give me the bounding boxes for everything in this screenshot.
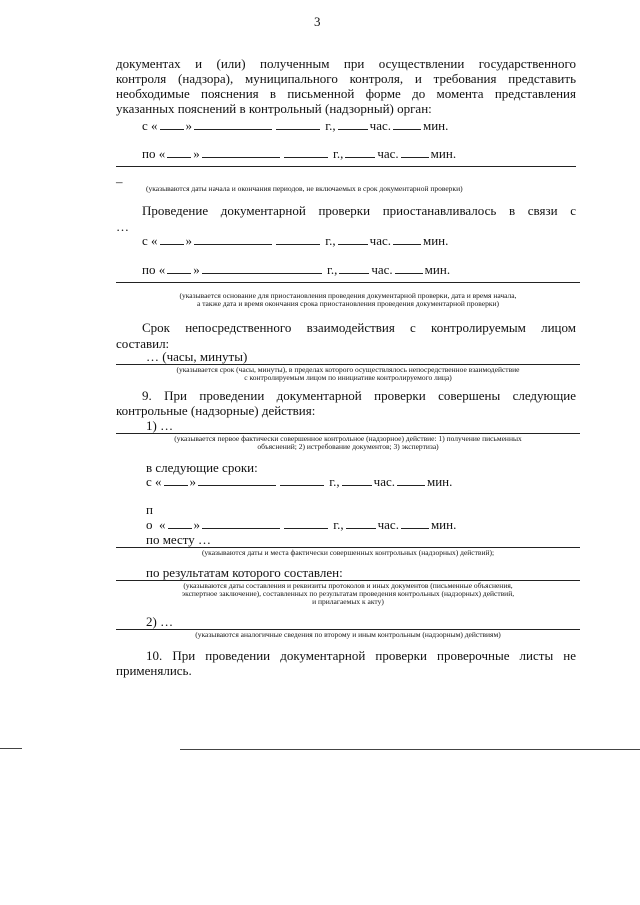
year-blank [276,233,320,245]
section9-item-2: 2) … [146,614,174,629]
day-blank [167,262,191,274]
note-suspension-1: (указывается основание для приостановления проведения документарной проверки, дата и время начала, [179,291,517,300]
hour-blank [338,118,368,130]
minute-blank [395,262,423,274]
minute-blank [397,474,425,486]
year-label: г., [325,118,336,133]
quote-open: « [159,517,166,532]
bottom-edge-mark-left [0,748,22,749]
from-label: с « [142,118,158,133]
day-blank [160,118,184,130]
to-label: по « [142,146,166,161]
year-label: г., [325,233,336,248]
section9-item-1: 1) … [146,418,174,433]
hour-blank [345,146,375,158]
year-blank [276,118,320,130]
intro-line-2: контроля (надзора), муниципального контроля, и требования представить [116,71,576,86]
section9-line-1: 9. При проведении документарной проверки совершены следующие [142,388,576,403]
note-interaction-2: с контролируемым лицом по инициативе контролируемого лица) [244,373,452,382]
day-blank [160,233,184,245]
hour-label: час. [369,118,391,133]
quote-close: » [185,118,193,133]
note-places: (указываются даты и места фактически совершенных контрольных (надзорных) действий); [201,548,495,557]
month-blank [194,233,272,245]
note-protocols-2: экспертное заключение), составленных по результатам проведения контрольных (надзорных) действий, [181,589,515,598]
minute-label: мин. [426,474,453,489]
hour-label: час. [371,262,393,277]
intro-line-4: указанных пояснений в контрольный (надзорный) орган: [116,101,432,116]
interaction-line-2: составил: [116,336,170,351]
note-interaction-1: (указывается срок (часы, минуты), в пределах которого осуществлялось непосредственное взаимодействие [176,365,520,374]
day-blank [167,146,191,158]
quote-close: » [189,474,197,489]
date-to-row-2 [142,262,450,277]
note-first-action-2: объяснений; 2) истребование документов; 3) экспертиза) [257,442,439,451]
minute-label: мин. [424,262,451,277]
hour-label: час. [369,233,391,248]
note-protocols-3: и прилагаемых к акту) [312,597,384,606]
from-label: с « [142,233,158,248]
section9-line-2: контрольные (надзорные) действия: [116,403,316,418]
section9-deadlines: в следующие сроки: [146,460,258,475]
suspension-line-2: … [116,219,129,234]
intro-line-3: необходимые пояснения в письменной форме до момента представления [116,86,576,101]
rule-suspension [116,282,580,283]
bottom-edge-rule [180,749,640,750]
year-label: г., [333,517,344,532]
year-label: г., [332,146,344,161]
minute-blank [393,118,421,130]
interaction-line-1: Срок непосредственного взаимодействия с контролируемым лицом [142,320,576,335]
month-blank [202,262,322,274]
page-number: 3 [314,14,321,29]
hour-label: час. [377,146,399,161]
quote-close: » [185,233,193,248]
note-first-action-1: (указывается первое фактически совершенное контрольное (надзорное) действие: 1) получение письменных [174,434,522,443]
rule-periods [116,166,576,167]
date-from-row-3 [146,474,452,489]
month-blank [198,474,276,486]
interaction-value: … (часы, минуты) [146,349,248,364]
minus-mark: – [116,174,123,189]
note-suspension-2: а также дата и время окончания срока приостановления проведения документарной проверки) [196,299,500,308]
date-to-row-1 [142,146,456,161]
minute-label: мин. [430,146,457,161]
date-to-row-3 [146,517,456,532]
hour-blank [346,517,376,529]
hour-blank [339,262,369,274]
month-blank [202,517,280,529]
year-blank [284,146,328,158]
hour-label: час. [377,517,399,532]
note-periods: (указываются даты начала и окончания периодов, не включаемых в срок документарной проверки) [146,184,463,193]
hour-blank [338,233,368,245]
section9-place: по месту … [146,532,212,547]
quote-close: » [193,262,200,277]
year-blank [280,474,324,486]
section10-line-2: применялись. [116,663,192,678]
minute-label: мин. [422,233,449,248]
minute-blank [401,146,429,158]
hour-blank [342,474,372,486]
date-from-row-1 [142,118,448,133]
year-label: г., [329,474,340,489]
date-from-row-2 [142,233,448,248]
section9-p-split-1: п [146,502,153,517]
quote-close: » [193,146,200,161]
p-split-2: о [146,517,153,532]
minute-blank [393,233,421,245]
section9-result: по результатам которого составлен: [146,565,343,580]
day-blank [164,474,188,486]
from-label: с « [146,474,162,489]
day-blank [168,517,192,529]
quote-close: » [193,517,200,532]
month-blank [194,118,272,130]
intro-line-1: документах и (или) полученным при осуществлении государственного [116,56,576,71]
hour-label: час. [373,474,395,489]
note-protocols-1: (указываются даты составления и реквизиты протоколов и иных документов (письменные объяснения, [183,581,513,590]
section10-line-1: 10. При проведении документарной проверки проверочные листы не [146,648,576,663]
minute-blank [401,517,429,529]
year-blank [284,517,328,529]
minute-label: мин. [430,517,457,532]
year-label: г., [326,262,338,277]
suspension-line-1: Проведение документарной проверки приостанавливалось в связи с [142,203,576,218]
note-similar: (указываются аналогичные сведения по второму и иным контрольным (надзорным) действиям) [195,630,501,639]
minute-label: мин. [422,118,449,133]
month-blank [202,146,280,158]
to-label: по « [142,262,166,277]
